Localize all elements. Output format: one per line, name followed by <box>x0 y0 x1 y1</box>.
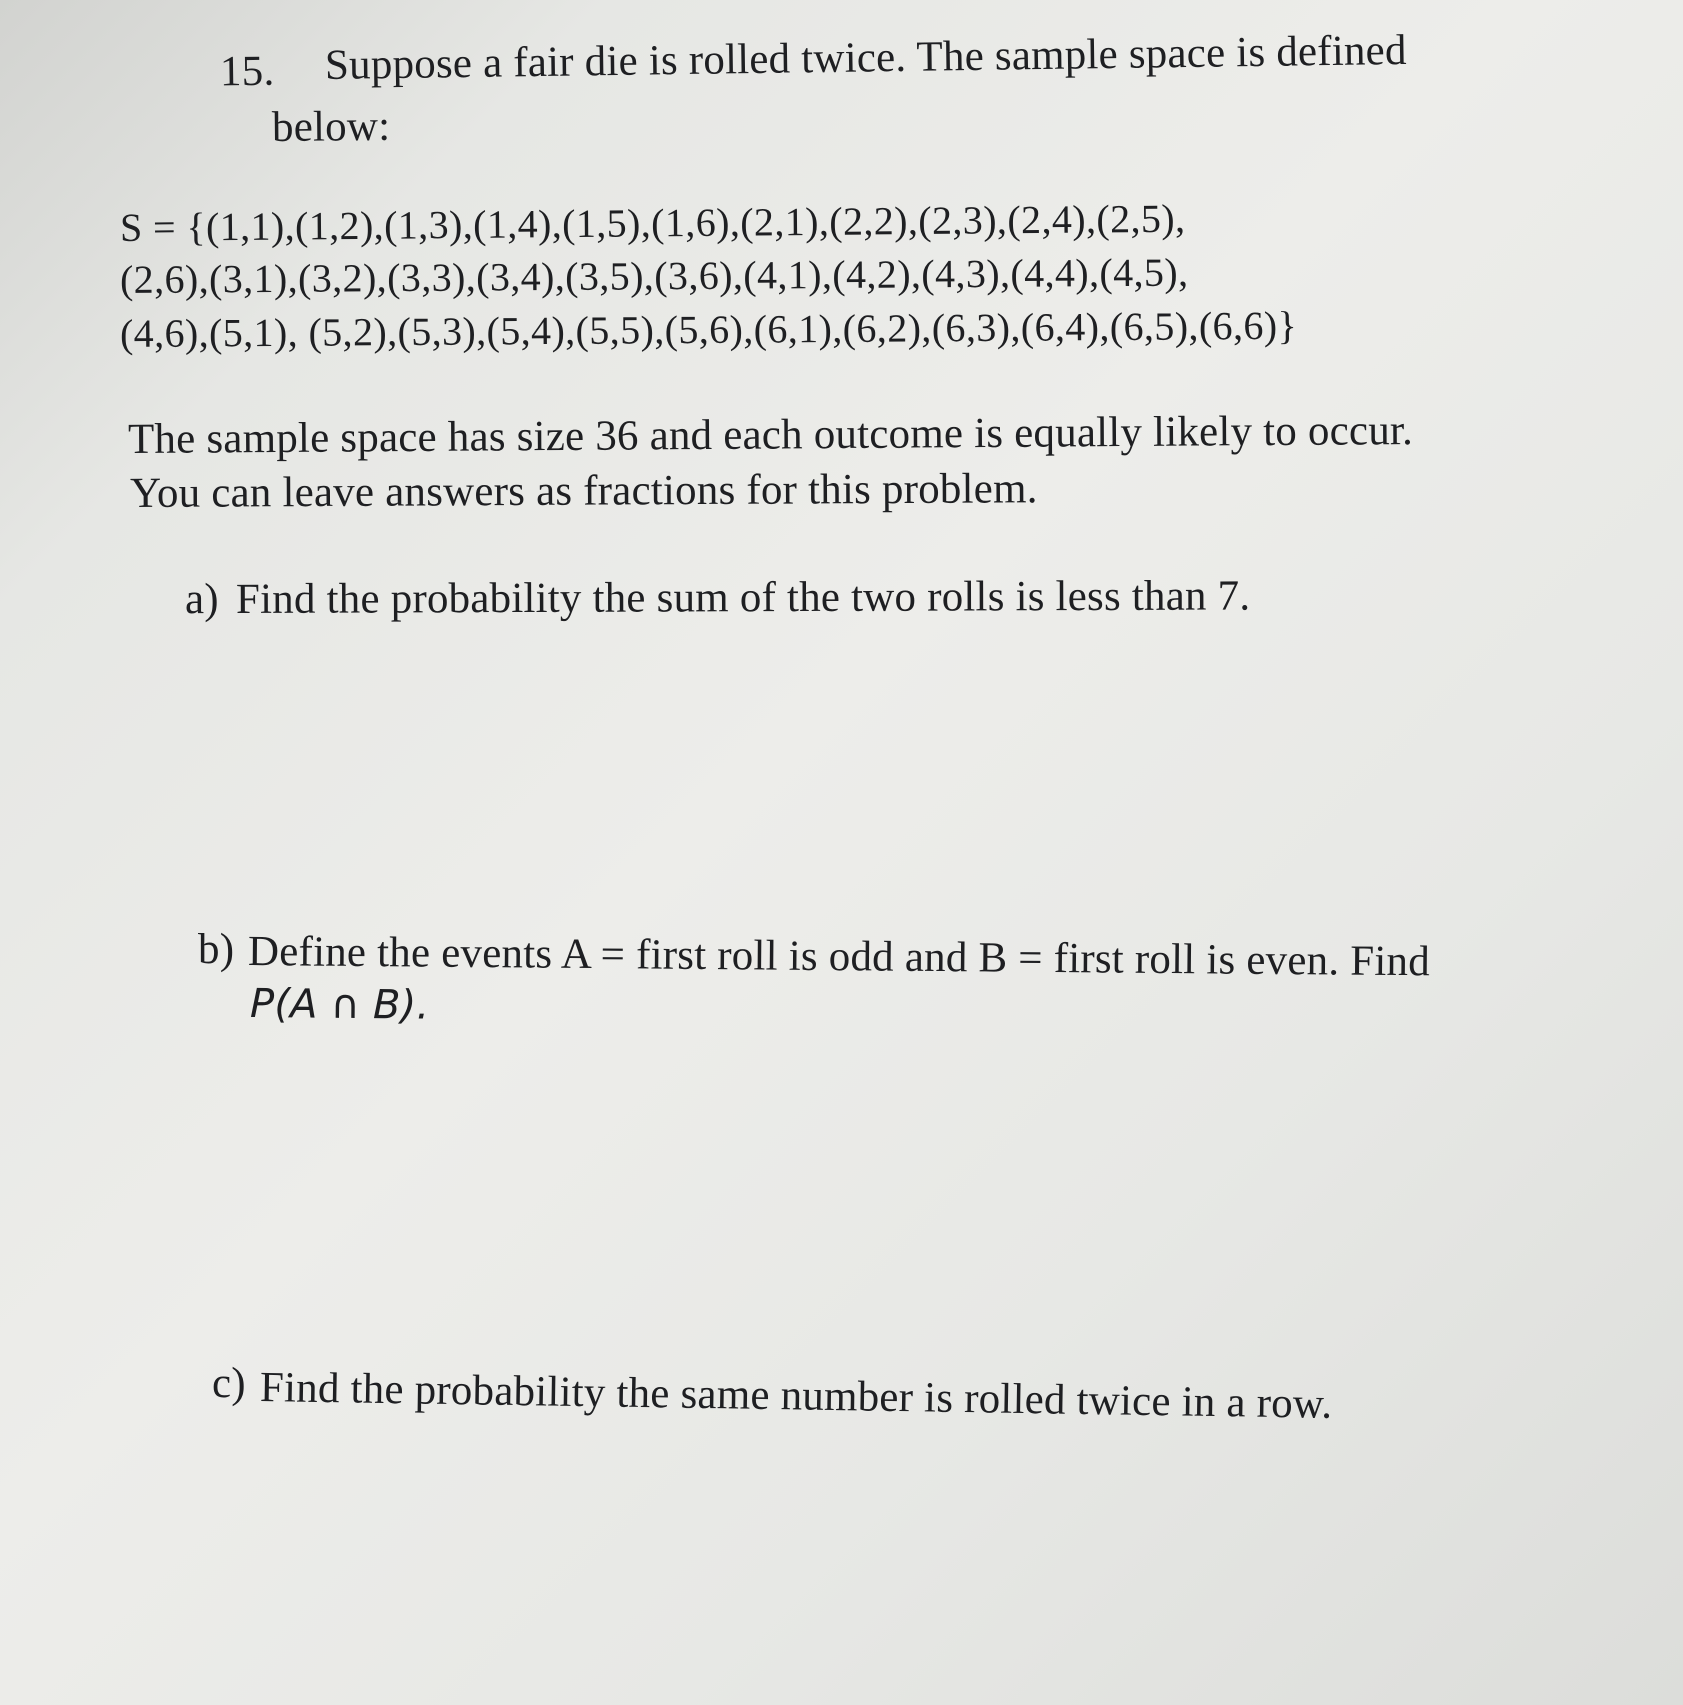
part-a-label: a) <box>185 576 219 623</box>
part-b-expression: P(A ∩ B). <box>249 981 430 1029</box>
sample-space-line-2: (2,6),(3,1),(3,2),(3,3),(3,4),(3,5),(3,6),(4,1),(4,2),(4,3),(4,4),(4,5), <box>119 249 1189 302</box>
info-line-2: You can leave answers as fractions for this problem. <box>129 465 1038 517</box>
info-line-1: The sample space has size 36 and each outcome is equally likely to occur. <box>127 407 1414 463</box>
problem-intro-line-1: Suppose a fair die is rolled twice. The sample space is defined <box>324 26 1407 89</box>
part-b-question: Define the events A = first roll is odd and B = first roll is even. Find <box>247 928 1431 986</box>
problem-number: 15. <box>219 47 275 96</box>
part-c-label: c) <box>212 1360 246 1407</box>
part-b-label: b) <box>198 926 235 973</box>
part-a-question: Find the probability the sum of the two rolls is less than 7. <box>235 572 1251 623</box>
part-c-question: Find the probability the same number is rolled twice in a row. <box>259 1364 1333 1428</box>
problem-intro-line-2: below: <box>271 102 391 151</box>
sample-space-line-3: (4,6),(5,1), (5,2),(5,3),(5,4),(5,5),(5,6),(6,1),(6,2),(6,3),(6,4),(6,5),(6,6)} <box>119 302 1298 356</box>
sample-space-line-1: S = {(1,1),(1,2),(1,3),(1,4),(1,5),(1,6),(2,1),(2,2),(2,3),(2,4),(2,5), <box>119 195 1186 250</box>
